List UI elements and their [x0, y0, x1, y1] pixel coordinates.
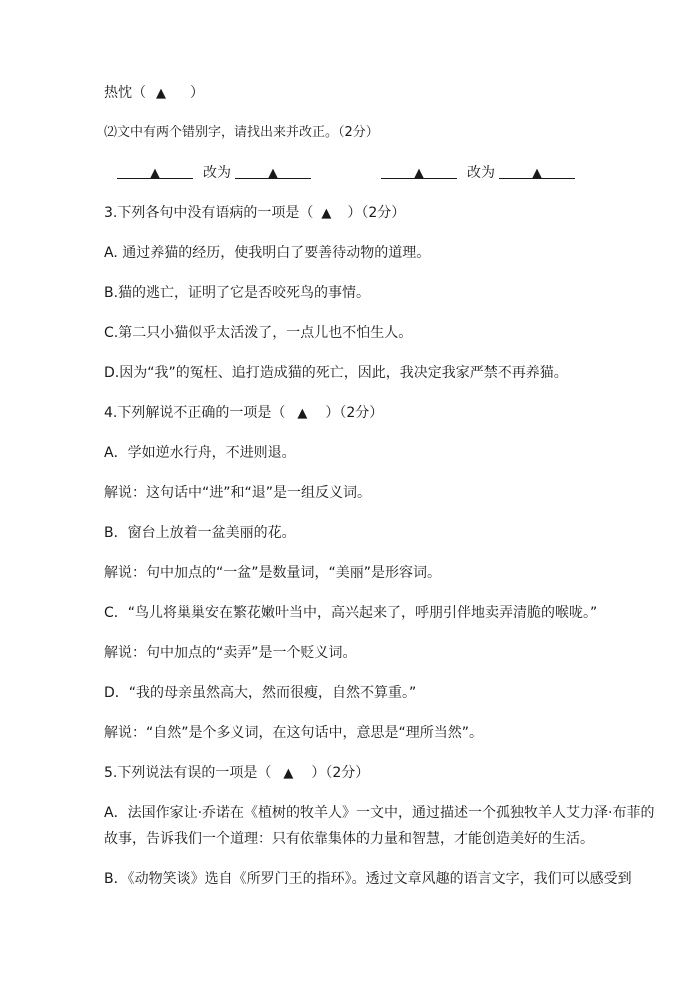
answer-blank-4[interactable] — [499, 164, 575, 179]
q4-item-a: A．学如逆水行舟，不进则退。 — [104, 445, 296, 461]
q5-stem-b: ）（2分） — [311, 765, 370, 781]
q4-stem-b: ）（2分） — [325, 405, 384, 421]
question-2-sub: ⑵文中有两个错别字，请找出来并改正。（2分） — [104, 125, 379, 140]
close-paren: ） — [190, 85, 204, 101]
q2-fill-row — [117, 164, 575, 182]
change-to-label-1: 改为 — [203, 165, 231, 181]
q4-explain-c: 解说：句中加点的“卖弄”是一个贬义词。 — [104, 645, 357, 661]
q5-item-b-line-1: B．《动物笑谈》选自《所罗门王的指环》。透过文章风趣的语言文字，我们可以感受到 — [104, 871, 632, 887]
q4-item-d: D．“我的母亲虽然高大，然而很瘦，自然不算重。” — [104, 685, 417, 701]
triangle-marker-icon: ▲ — [283, 766, 294, 781]
q5-stem-a: 5.下列说法有误的一项是（ — [104, 765, 272, 781]
q3-option-c: C.第二只小猫似乎太活泼了，一点儿也不怕生人。 — [104, 325, 413, 341]
answer-line-1 — [104, 84, 204, 102]
triangle-marker-icon: ▲ — [414, 166, 424, 181]
triangle-marker-icon: ▲ — [532, 166, 542, 181]
q4-item-b: B．窗台上放着一盆美丽的花。 — [104, 525, 296, 541]
question-5-stem — [104, 764, 369, 782]
change-to-label-2: 改为 — [467, 165, 495, 181]
q3-option-d: D.因为“我”的冤枉、追打造成猫的死亡，因此，我决定我家严禁不再养猫。 — [104, 365, 568, 381]
answer-blank-2[interactable] — [235, 164, 311, 179]
q4-explain-d: 解说：“自然”是个多义词，在这句话中，意思是“理所当然”。 — [104, 725, 484, 741]
q4-explain-b: 解说：句中加点的“一盆”是数量词，“美丽”是形容词。 — [104, 565, 442, 581]
q4-stem-a: 4.下列解说不正确的一项是（ — [104, 405, 286, 421]
answer-blank-3[interactable] — [381, 164, 457, 179]
q3-option-b: B.猫的逃亡，证明了它是否咬死鸟的事情。 — [104, 285, 371, 301]
question-3-stem — [104, 204, 405, 222]
q4-item-c: C．“鸟儿将巢巢安在繁花嫩叶当中，高兴起来了，呼朋引伴地卖弄清脆的喉咙。” — [104, 605, 598, 621]
triangle-marker-icon: ▲ — [156, 86, 166, 101]
triangle-marker-icon: ▲ — [150, 166, 160, 181]
q3-stem-b: ）（2分） — [347, 205, 406, 221]
q3-option-a: A. 通过养猫的经历，使我明白了要善待动物的道理。 — [104, 245, 431, 261]
q4-explain-a: 解说：这句话中“进”和“退”是一组反义词。 — [104, 485, 372, 501]
triangle-marker-icon: ▲ — [297, 406, 308, 421]
triangle-marker-icon: ▲ — [268, 166, 278, 181]
word-text: 热忱（ — [104, 85, 146, 101]
q5-item-a-line-2: 故事，告诉我们一个道理：只有依靠集体的力量和智慧，才能创造美好的生活。 — [104, 831, 594, 847]
question-4-stem — [104, 404, 383, 422]
q3-stem-a: 3.下列各句中没有语病的一项是（ — [104, 205, 314, 221]
triangle-marker-icon: ▲ — [321, 206, 332, 221]
q5-item-a-line-1: A．法国作家让·乔诺在《植树的牧羊人》一文中，通过描述一个孤独牧羊人艾力泽·布菲的 — [104, 805, 655, 821]
answer-blank-1[interactable] — [117, 164, 193, 179]
